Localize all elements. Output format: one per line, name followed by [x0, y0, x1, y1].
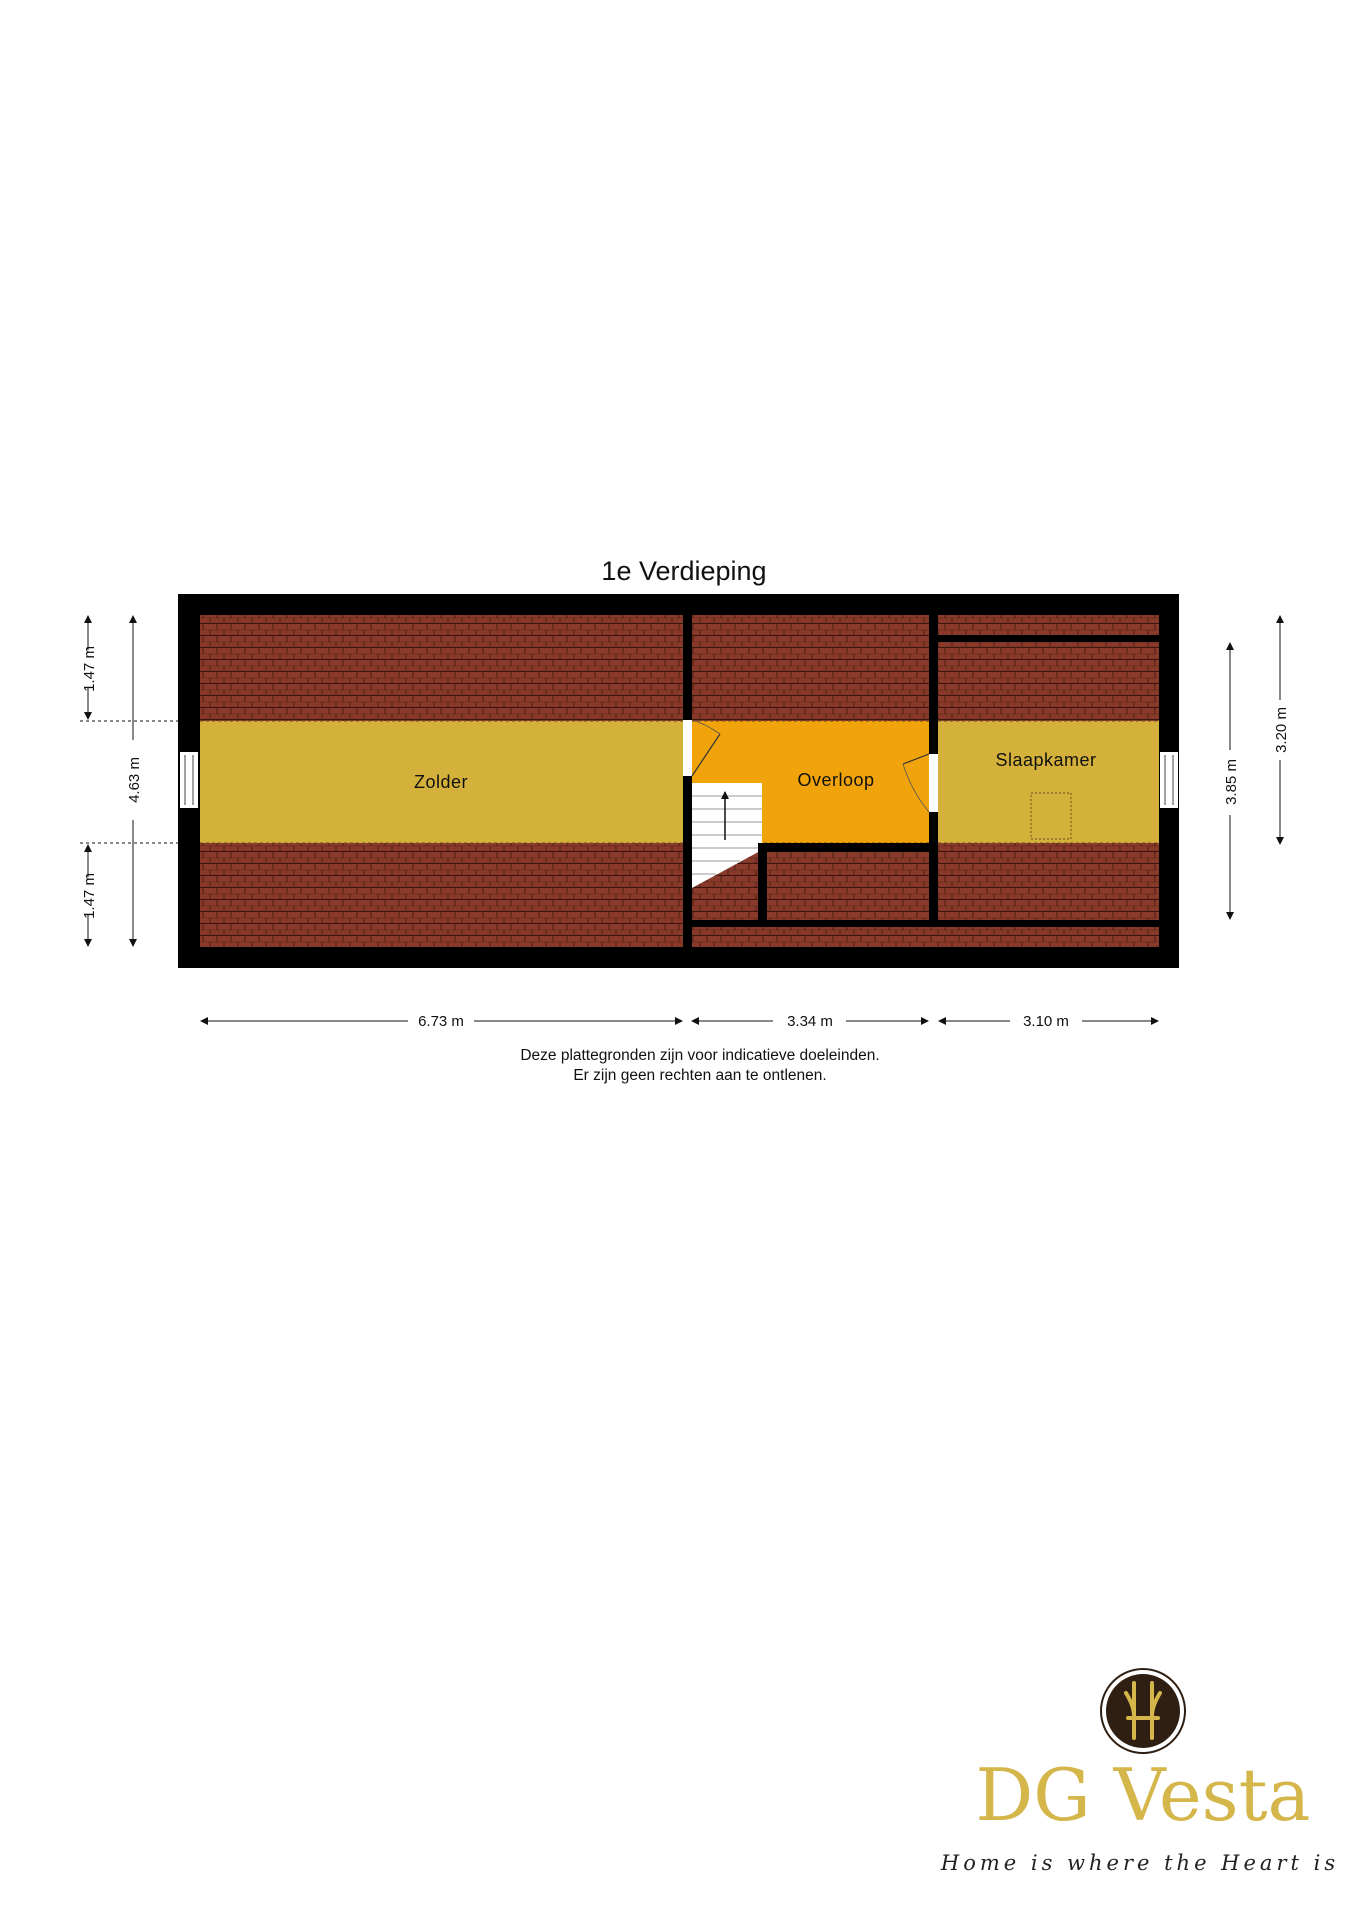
- roof-right-bottom: [938, 843, 1159, 920]
- disclaimer-line-1: Deze plattegronden zijn voor indicatieve doeleinden.: [520, 1047, 880, 1064]
- brand-name: DG Vesta: [975, 1753, 1311, 1837]
- dim-left-total: 4.63 m: [126, 757, 143, 803]
- disclaimer-line-2: Er zijn geen rechten aan te ontlenen.: [573, 1067, 827, 1084]
- roof-right-top: [938, 615, 1159, 635]
- roof-mid-bottom-box: [767, 852, 929, 920]
- dim-bottom-2: 3.34 m: [787, 1013, 833, 1030]
- roof-zolder-bottom: [200, 843, 683, 947]
- room-label-zolder: Zolder: [413, 772, 469, 792]
- dim-right-inner: 3.85 m: [1223, 759, 1240, 805]
- wall-right-top: [938, 635, 1159, 642]
- brand-logo: [1101, 1669, 1185, 1753]
- wall-zolder-right: [683, 615, 692, 947]
- window-left: [180, 752, 198, 808]
- window-right: [1160, 752, 1178, 808]
- roof-mid-top: [692, 615, 929, 721]
- roof-zolder-top: [200, 615, 683, 721]
- wall-stair-right: [758, 843, 767, 920]
- floor-title: 1e Verdieping: [601, 556, 767, 586]
- wall-box-top: [758, 843, 929, 852]
- dim-left-bottom: 1.47 m: [81, 873, 98, 919]
- dim-left-top: 1.47 m: [81, 646, 98, 692]
- brand-tagline: Home is where the Heart is: [940, 1851, 1340, 1875]
- room-label-overloop: Overloop: [797, 770, 875, 790]
- roof-right-top2: [938, 642, 1159, 721]
- dim-bottom-3: 3.10 m: [1023, 1013, 1069, 1030]
- dim-bottom-1: 6.73 m: [418, 1013, 464, 1030]
- room-label-slaapkamer: Slaapkamer: [995, 750, 1097, 770]
- wall-bottom-inner: [692, 920, 1159, 927]
- room-slaapkamer: [938, 721, 1159, 843]
- roof-bottom-strip: [692, 927, 1159, 947]
- dim-right-outer: 3.20 m: [1273, 707, 1290, 753]
